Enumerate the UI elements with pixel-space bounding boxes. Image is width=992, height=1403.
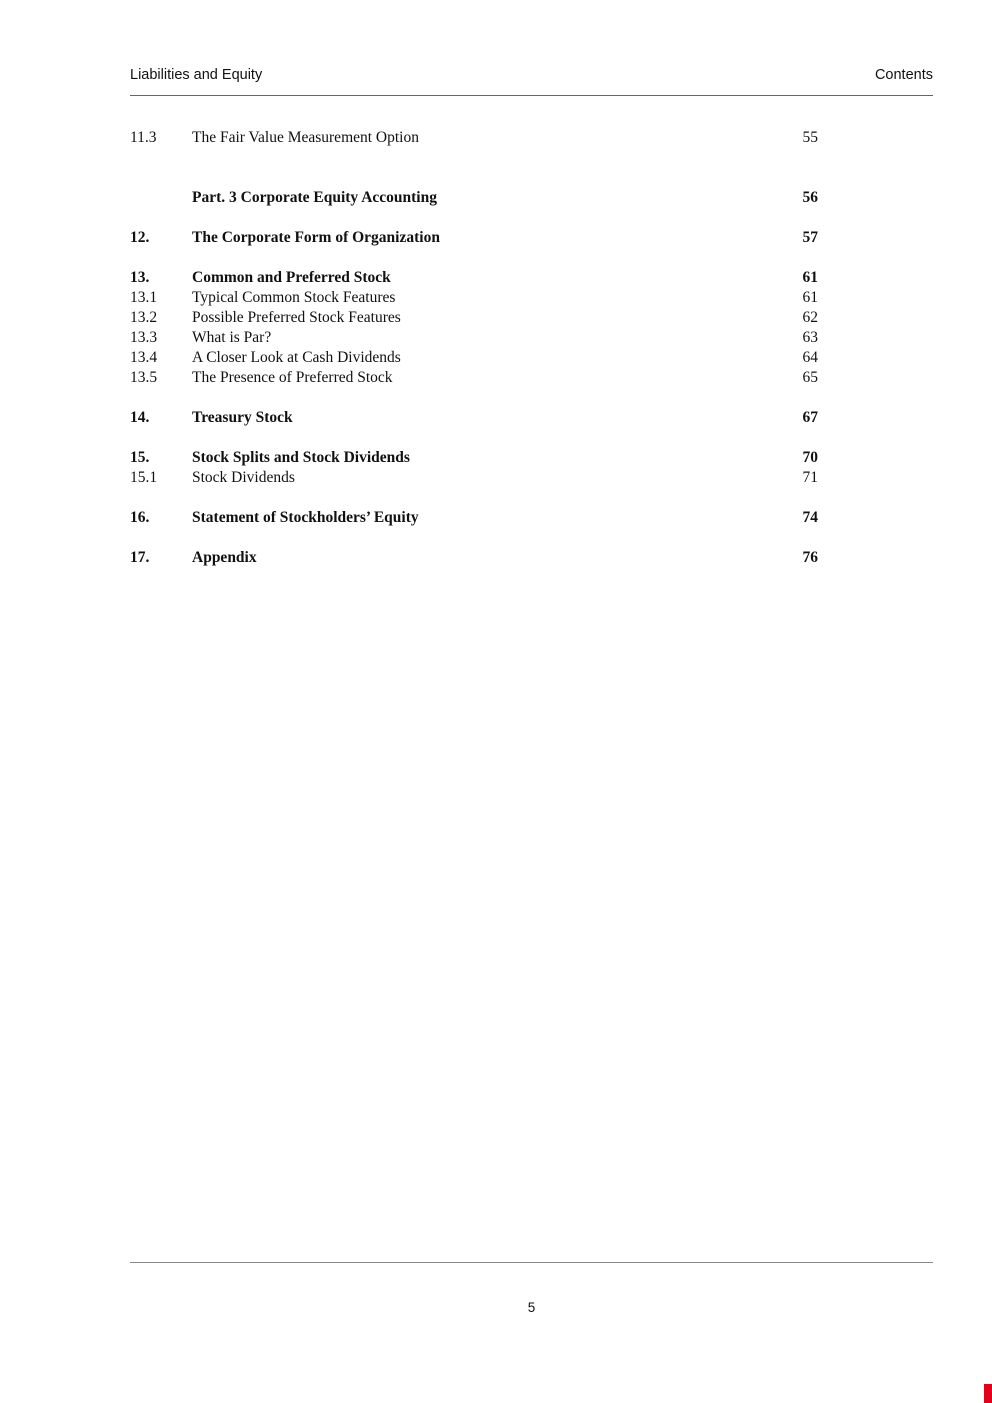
toc-entry <box>130 408 818 428</box>
page-corner-mark <box>984 1384 992 1403</box>
toc-entry <box>130 448 818 468</box>
toc-entry <box>130 228 818 248</box>
toc-entry <box>130 348 818 368</box>
toc-entry <box>130 468 818 488</box>
header-book-title: Liabilities and Equity <box>130 67 263 83</box>
toc-list <box>130 128 818 568</box>
header-section-label: Contents <box>874 67 933 83</box>
toc-entry-number: 13.1 <box>130 289 158 306</box>
page-footer <box>130 1300 933 1315</box>
header-rule <box>130 95 933 96</box>
toc-entry-number: 17. <box>130 549 150 566</box>
toc-entry-page: 61 <box>802 269 818 286</box>
toc-entry-title: Typical Common Stock Features <box>192 289 396 306</box>
toc-entry-page: 67 <box>802 409 818 426</box>
toc-entry <box>130 188 818 208</box>
toc-entry-page: 57 <box>802 229 818 246</box>
toc-entry-page: 65 <box>802 369 818 386</box>
toc-entry-title: Statement of Stockholders’ Equity <box>192 509 419 526</box>
toc-entry-number: 12. <box>130 229 150 246</box>
toc-entry-page: 63 <box>802 329 818 346</box>
toc-entry-number: 13.5 <box>130 369 158 386</box>
toc-entry <box>130 308 818 328</box>
toc-entry-number: 15.1 <box>130 469 158 486</box>
toc-entry-title: Common and Preferred Stock <box>192 269 391 286</box>
toc-entry <box>130 508 818 528</box>
toc-entry-number: 13.4 <box>130 349 158 366</box>
toc-entry-page: 71 <box>802 469 818 486</box>
toc-entry-title: Treasury Stock <box>192 409 293 426</box>
toc-entry-title: The Presence of Preferred Stock <box>192 369 393 386</box>
toc-entry-title: What is Par? <box>192 329 272 346</box>
toc-entry <box>130 548 818 568</box>
toc-entry-number: 13. <box>130 269 150 286</box>
toc-entry <box>130 368 818 388</box>
toc-entry-page: 76 <box>802 549 818 566</box>
toc-entry-page: 64 <box>802 349 818 366</box>
toc-entry <box>130 128 818 148</box>
toc-entry-title: A Closer Look at Cash Dividends <box>192 349 401 366</box>
toc-entry-title: Part. 3 Corporate Equity Accounting <box>192 189 437 206</box>
toc-entry-title: Appendix <box>192 549 257 566</box>
toc-entry-number: 13.3 <box>130 329 158 346</box>
toc-entry-title: The Corporate Form of Organization <box>192 229 440 246</box>
page-header <box>130 67 933 83</box>
toc-entry-page: 62 <box>802 309 818 326</box>
toc-entry-number: 16. <box>130 509 150 526</box>
toc-entry-page: 74 <box>802 509 818 526</box>
toc-entry-number: 14. <box>130 409 150 426</box>
toc-entry-page: 61 <box>802 289 818 306</box>
toc-entry-page: 70 <box>802 449 818 466</box>
toc-entry <box>130 288 818 308</box>
toc-entry-page: 56 <box>802 189 818 206</box>
page-number: 5 <box>527 1300 536 1315</box>
toc-entry-title: The Fair Value Measurement Option <box>192 129 419 146</box>
toc-entry <box>130 268 818 288</box>
toc-entry-page: 55 <box>802 129 818 146</box>
toc-entry-title: Stock Splits and Stock Dividends <box>192 449 410 466</box>
toc-entry-number: 11.3 <box>130 129 157 146</box>
toc-entry-number: 13.2 <box>130 309 158 326</box>
footer-rule <box>130 1262 933 1263</box>
toc-entry-number: 15. <box>130 449 150 466</box>
toc-entry-title: Possible Preferred Stock Features <box>192 309 401 326</box>
toc-entry <box>130 328 818 348</box>
toc-entry-title: Stock Dividends <box>192 469 295 486</box>
